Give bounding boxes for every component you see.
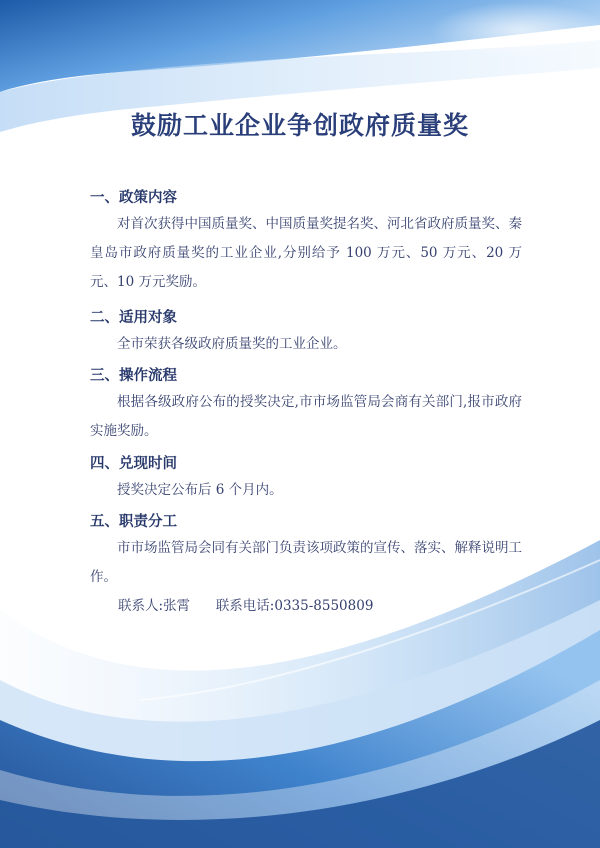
section-heading-redemption-time: 四、兑现时间 [90,456,177,472]
section-heading-responsibilities: 五、职责分工 [90,514,177,530]
section-body-operation-process: 根据各级政府公布的授奖决定,市市场监管局会商有关部门,报市政府实施奖励。 [90,394,522,439]
section-body-policy-content: 对首次获得中国质量奖、中国质量奖提名奖、河北省政府质量奖、秦皇岛市政府质量奖的工业企业,分别给予 100 万元、50 万元、20 万元、10 万元奖励。 [90,216,522,290]
section-body-applicable-objects: 全市荣获各级政府质量奖的工业企业。 [117,336,347,352]
contact-phone-number: 0335-8550809 [274,598,374,614]
contact-line [118,594,373,614]
contact-phone-label: 联系电话: [215,598,275,614]
section-heading-policy-content: 一、政策内容 [90,190,177,206]
section-heading-applicable-objects: 二、适用对象 [90,310,177,326]
section-heading-operation-process: 三、操作流程 [90,368,177,384]
contact-person-name: 张霄 [163,598,191,614]
section-body-responsibilities: 市市场监管局会同有关部门负责该项政策的宣传、落实、解释说明工作。 [90,540,522,585]
contact-person-label: 联系人: [118,598,164,614]
document-title: 鼓励工业企业争创政府质量奖 [130,111,469,140]
section-body-redemption-time: 授奖决定公布后 6 个月内。 [117,482,283,498]
